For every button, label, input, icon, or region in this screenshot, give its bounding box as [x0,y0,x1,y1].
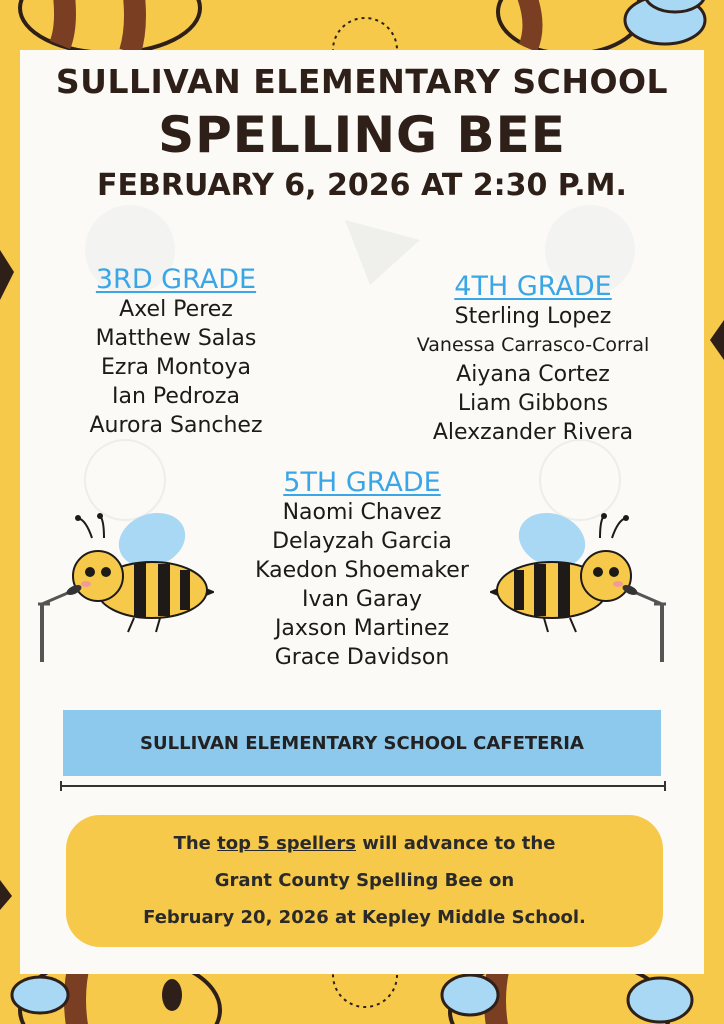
student-name: Ivan Garay [301,587,422,612]
venue-banner [63,710,661,776]
event-title: SPELLING BEE [158,106,566,164]
advance-notice [66,815,663,947]
student-name: Liam Gibbons [457,391,609,416]
advance-suffix: will advance to the [356,833,556,854]
bee-icon [490,508,670,668]
student-name: Grace Davidson [274,645,450,670]
student-name: Axel Perez [119,297,233,322]
student-name: Delayzah Garcia [272,529,452,554]
grade-5-list [222,468,502,672]
student-name: Sterling Lopez [454,304,612,329]
divider [60,785,666,787]
student-name: Ezra Montoya [101,355,251,380]
grade-4-title: 4TH GRADE [454,271,612,302]
venue-text: SULLIVAN ELEMENTARY SCHOOL CAFETERIA [140,732,584,754]
student-name: Aurora Sanchez [89,413,263,438]
grade-3-list [60,265,292,440]
bee-icon [34,508,214,668]
microphone-icon [621,583,666,662]
advance-line-2: Grant County Spelling Bee on [214,870,515,891]
student-name: Alexzander Rivera [432,420,634,445]
grade-4-list [388,272,678,447]
student-name: Naomi Chavez [282,500,442,525]
student-name: Ian Pedroza [112,384,240,409]
advance-line-1 [66,825,663,862]
grade-3-title: 3RD GRADE [95,264,257,295]
event-datetime: FEBRUARY 6, 2026 AT 2:30 P.M. [97,168,627,203]
advance-prefix: The [173,833,218,854]
student-name: Vanessa Carrasco-Corral [416,334,650,356]
student-name: Kaedon Shoemaker [255,558,469,583]
advance-line-3: February 20, 2026 at Kepley Middle School. [143,907,586,928]
microphone-icon [38,583,83,662]
student-name: Matthew Salas [95,326,257,351]
advance-highlight: top 5 spellers [217,833,357,854]
school-name: SULLIVAN ELEMENTARY SCHOOL [55,62,669,101]
student-name: Jaxson Martinez [274,616,450,641]
grade-5-title: 5TH GRADE [283,467,441,498]
student-name: Aiyana Cortez [456,362,610,387]
